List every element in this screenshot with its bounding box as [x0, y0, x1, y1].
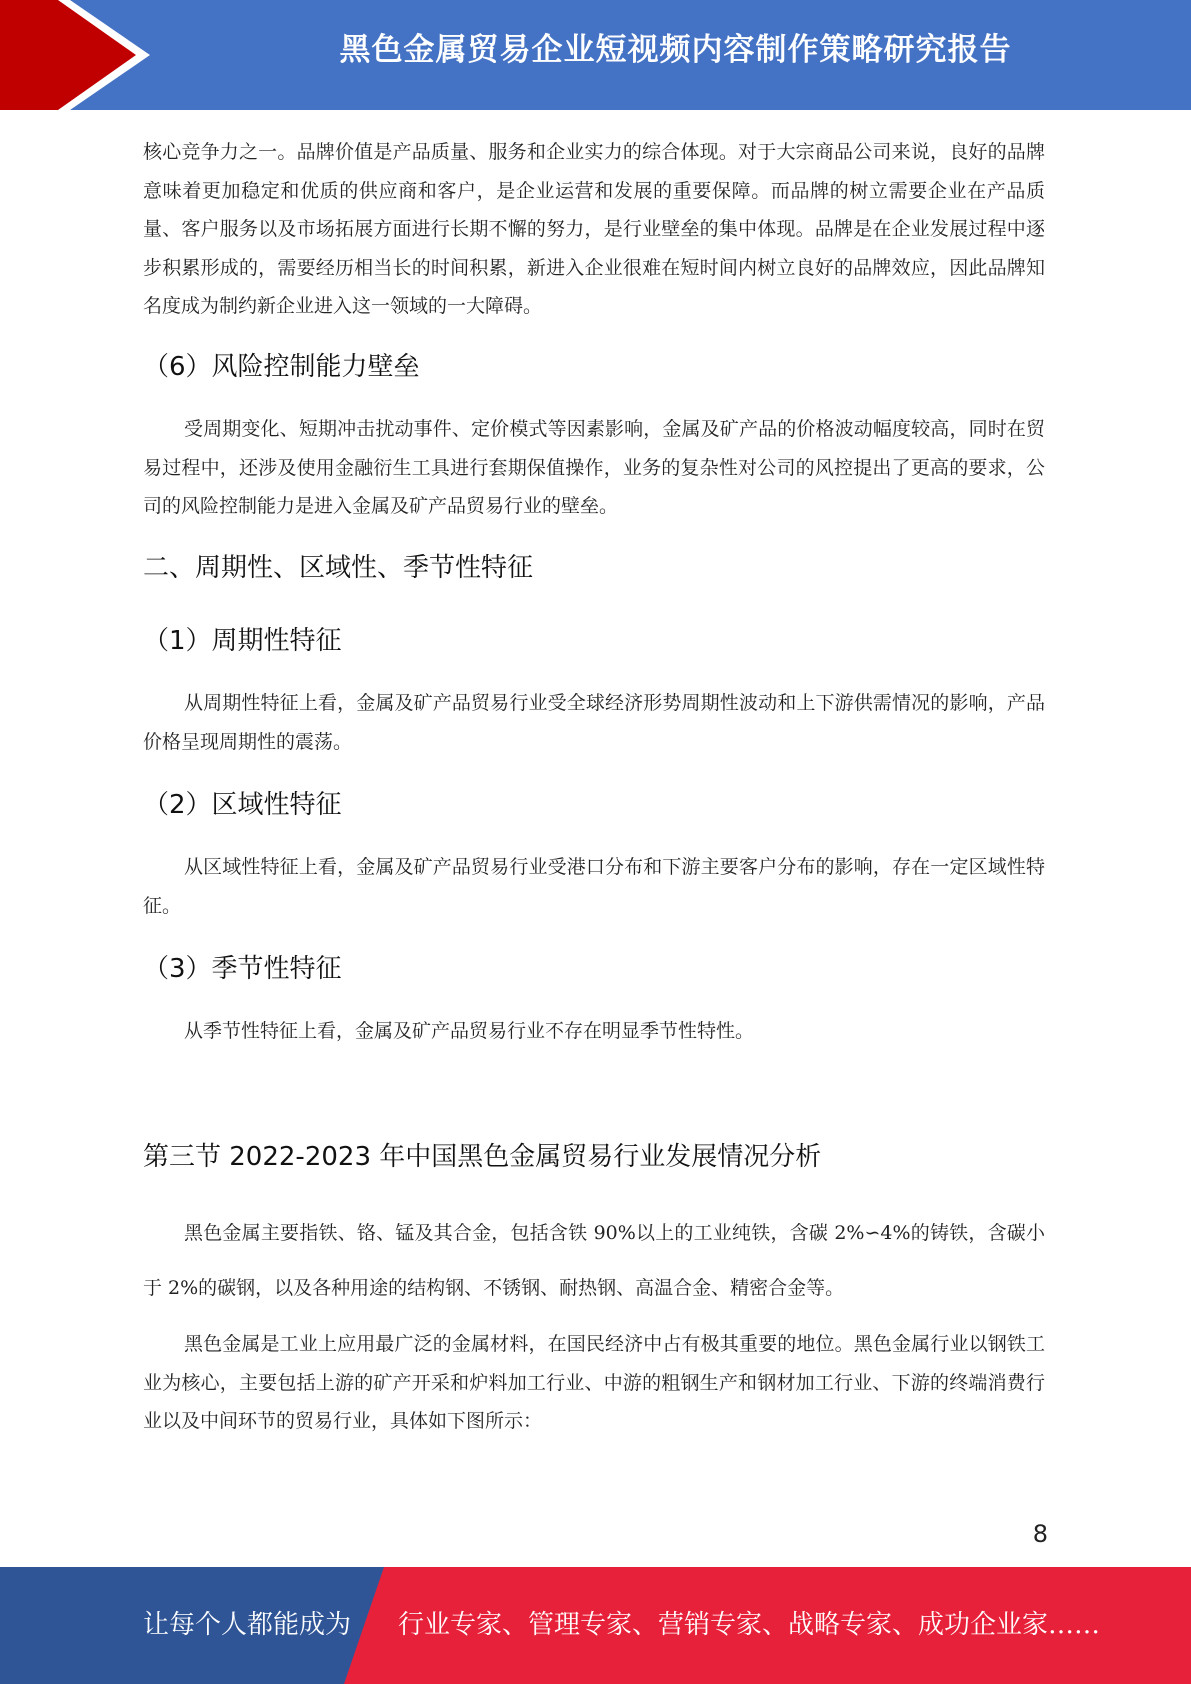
header-banner — [0, 0, 1191, 110]
seasonal-paragraph: 从季节性特征上看，金属及矿产品贸易行业不存在明显季节性特性。 — [184, 1020, 755, 1042]
heading-section-two: 二、周期性、区域性、季节性特征 — [143, 553, 534, 583]
heading-risk-control: （6）风险控制能力壁垒 — [143, 352, 420, 382]
heading-seasonal: （3）季节性特征 — [143, 954, 342, 984]
footer-banner — [0, 1567, 1191, 1684]
cyclical-paragraph: 从周期性特征上看，金属及矿产品贸易行业受全球经济形势周期性波动和上下游供需情况的影响，产品价格呈现周期性的震荡。 — [143, 692, 1045, 753]
footer-slogan-right: 行业专家、管理专家、营销专家、战略专家、成功企业家…… — [398, 1610, 1101, 1640]
regional-paragraph: 从区域性特征上看，金属及矿产品贸易行业受港口分布和下游主要客户分布的影响，存在一定区域性特征。 — [143, 856, 1045, 917]
risk-paragraph: 受周期变化、短期冲击扰动事件、定价模式等因素影响，金属及矿产品的价格波动幅度较高，同时在贸易过程中，还涉及使用金融衍生工具进行套期保值操作，业务的复杂性对公司的风控提出了更高的要求，公司的风险控制能力是进入金属及矿产品贸易行业的壁垒。 — [143, 418, 1045, 517]
ferrous-industry-paragraph: 黑色金属是工业上应用最广泛的金属材料，在国民经济中占有极其重要的地位。黑色金属行业以钢铁工业为核心，主要包括上游的矿产开采和炉料加工行业、中游的粗钢生产和钢材加工行业、下游的终端消费行业以及中间环节的贸易行业，具体如下图所示： — [143, 1333, 1045, 1432]
chevron-decoration-icon — [0, 0, 160, 110]
report-title: 黑色金属贸易企业短视频内容制作策略研究报告 — [339, 32, 1012, 68]
intro-paragraph: 核心竞争力之一。品牌价值是产品质量、服务和企业实力的综合体现。对于大宗商品公司来说，良好的品牌意味着更加稳定和优质的供应商和客户，是企业运营和发展的重要保障。而品牌的树立需要企业在产品质量、客户服务以及市场拓展方面进行长期不懈的努力，是行业壁垒的集中体现。品牌是在企业发展过程中逐步积累形成的，需要经历相当长的时间积累，新进入企业很难在短时间内树立良好的品牌效应，因此品牌知名度成为制约新企业进入这一领域的一大障碍。 — [143, 141, 1045, 317]
heading-cyclical: （1）周期性特征 — [143, 626, 342, 656]
heading-regional: （2）区域性特征 — [143, 790, 342, 820]
footer-slogan-left: 让每个人都能成为 — [143, 1610, 352, 1640]
heading-section-three: 第三节 2022-2023 年中国黑色金属贸易行业发展情况分析 — [143, 1142, 822, 1172]
page-number: 8 — [1032, 1520, 1048, 1548]
ferrous-definition-paragraph: 黑色金属主要指铁、铬、锰及其合金，包括含铁 90%以上的工业纯铁，含碳 2%∽4%的铸铁，含碳小于 2%的碳钢，以及各种用途的结构钢、不锈钢、耐热钢、高温合金、精密合金等。 — [143, 1222, 1045, 1299]
